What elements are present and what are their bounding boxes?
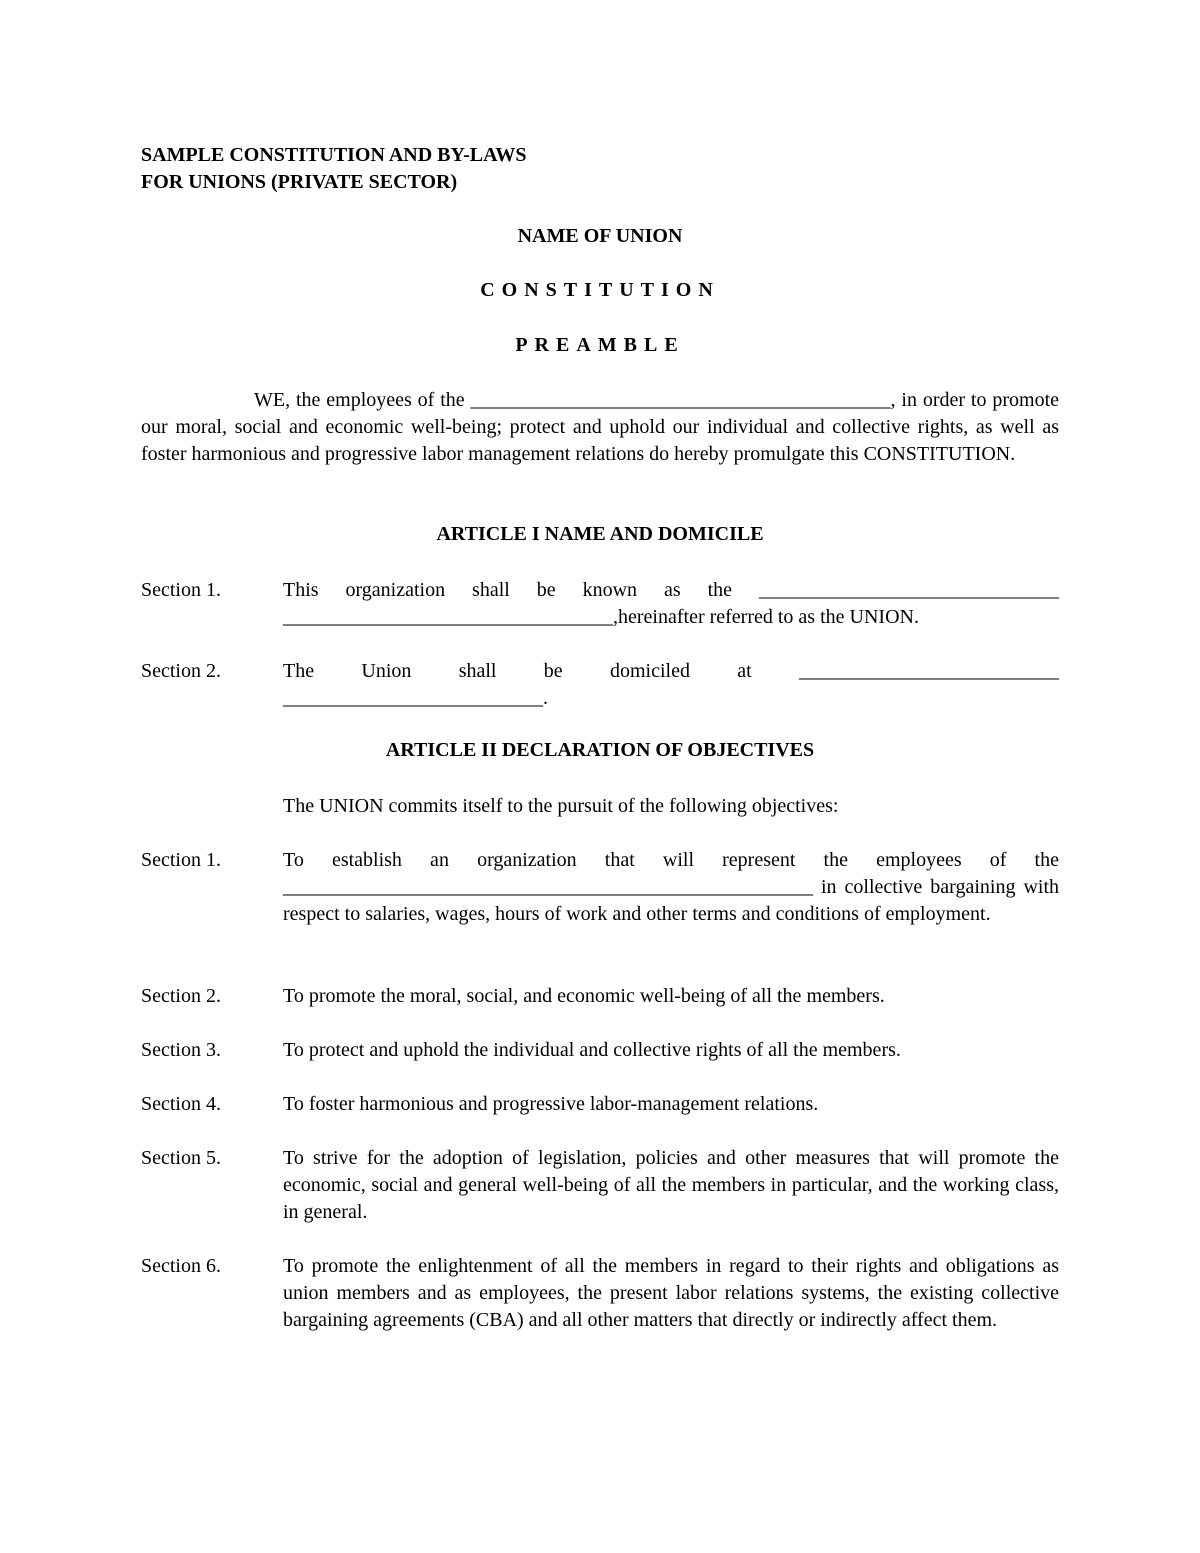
- article-1-section-2-label: Section 2.: [141, 660, 221, 682]
- article-1-heading: ARTICLE I NAME AND DOMICILE: [436, 523, 764, 545]
- preamble-paragraph: WE, the employees of the __________________________________________, in order to promote our moral, social and economic well-being; protect and uphold our individual and collective rights, as well as foster harmonious and progressive labor management relations do hereby promulgate this CONSTITUTION.: [141, 389, 1059, 465]
- article-1-section-1-text: [283, 577, 1059, 631]
- constitution-heading: CONSTITUTION: [480, 279, 720, 301]
- preamble-heading: PREAMBLE: [515, 334, 685, 356]
- article-2-section-2-label: Section 2.: [141, 985, 221, 1007]
- article-2-section-4-label: Section 4.: [141, 1093, 221, 1115]
- article-2-section-5-label: Section 5.: [141, 1147, 221, 1169]
- article-2-intro: The UNION commits itself to the pursuit of the following objectives:: [283, 795, 839, 817]
- article-2-section-6-label: Section 6.: [141, 1255, 221, 1277]
- article-2-section-5-text: To strive for the adoption of legislation, policies and other measures that will promote the economic, social and general well-being of all the members in particular, and the working class, in general.: [283, 1147, 1059, 1223]
- article-2-section-6-text: To promote the enlightenment of all the members in regard to their rights and obligations as union members and as employees, the present labor relations systems, the existing collective bargaining agreements (CBA) and all other matters that directly or indirectly affect them.: [283, 1255, 1059, 1331]
- article-1-section-2-line-1: The Union shall be domiciled at __________________________: [283, 660, 1059, 682]
- article-2-section-1-label: Section 1.: [141, 849, 221, 871]
- article-2-section-3-label: Section 3.: [141, 1039, 221, 1061]
- union-name-heading: NAME OF UNION: [517, 225, 683, 247]
- article-1-section-1-label: Section 1.: [141, 579, 221, 601]
- article-2-section-1-text: To establish an organization that will represent the employees of the _____________________________________________________ in collective bargaining with respect to salaries, wages, hours of work and other terms and conditions of employment.: [283, 849, 1059, 925]
- article-1-section-1-line-2: _________________________________,hereinafter referred to as the UNION.: [283, 606, 919, 628]
- article-1-section-2-text: [283, 658, 1059, 712]
- article-2-section-4-text: To foster harmonious and progressive labor-management relations.: [283, 1093, 819, 1115]
- document-title-line-1: SAMPLE CONSTITUTION AND BY-LAWS: [141, 144, 527, 166]
- article-1-section-2-line-2: __________________________.: [283, 687, 548, 709]
- document-title-line-2: FOR UNIONS (PRIVATE SECTOR): [141, 171, 458, 193]
- article-1-section-1-line-1: This organization shall be known as the ______________________________: [283, 579, 1059, 601]
- article-2-heading: ARTICLE II DECLARATION OF OBJECTIVES: [385, 739, 815, 761]
- article-2-section-2-text: To promote the moral, social, and economic well-being of all the members.: [283, 985, 885, 1007]
- article-2-section-3-text: To protect and uphold the individual and collective rights of all the members.: [283, 1039, 901, 1061]
